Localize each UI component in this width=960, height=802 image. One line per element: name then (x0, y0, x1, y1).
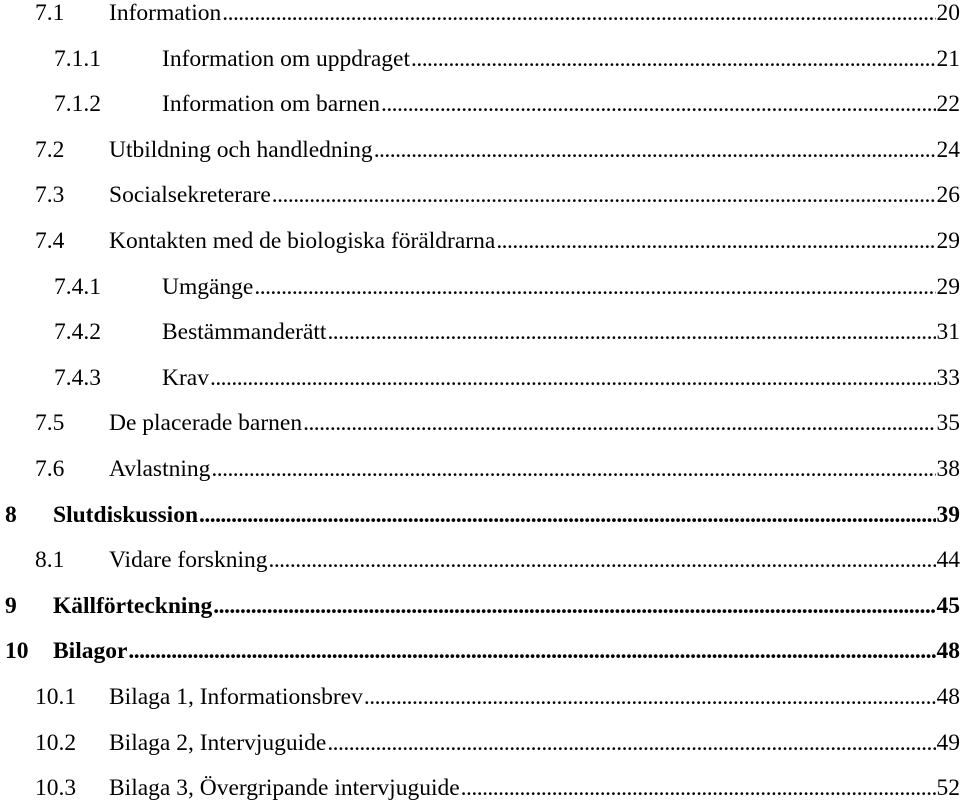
toc-dot-leader (461, 775, 936, 802)
toc-dot-leader (199, 502, 935, 529)
toc-entry[interactable] (35, 0, 960, 30)
toc-entry-page-number: 48 (936, 638, 960, 665)
toc-dot-leader (128, 638, 935, 665)
toc-entry-number: 10 (5, 638, 29, 665)
toc-entry-page-number: 38 (936, 456, 960, 482)
toc-entry-number: 7.2 (35, 136, 65, 163)
toc-dot-leader (381, 91, 936, 118)
toc-dot-leader (268, 547, 935, 574)
toc-entry[interactable] (54, 46, 960, 76)
toc-entry-title: Avlastning (109, 456, 211, 482)
toc-entry-number: 7.4.2 (54, 319, 101, 346)
toc-entry-title: Källförteckning (53, 592, 213, 619)
toc-entry-number: 7.1 (35, 0, 65, 26)
toc-dot-leader (210, 365, 936, 392)
toc-entry-page-number: 35 (936, 410, 960, 437)
toc-entry[interactable] (35, 547, 960, 577)
toc-entry-page-number: 52 (936, 775, 960, 802)
toc-entry-title: Bilaga 2, Intervjuguide (109, 729, 327, 756)
toc-entry-number: 7.4.3 (54, 364, 101, 391)
toc-entry-number: 7.6 (35, 456, 65, 482)
toc-entry-title: Information (109, 0, 222, 26)
toc-dot-leader (303, 410, 935, 437)
toc-dot-leader (364, 684, 936, 711)
toc-dot-leader (496, 228, 935, 255)
toc-entry-number: 7.4 (35, 228, 65, 254)
toc-entry-title: Kontakten med de biologiska föräldrarna (109, 228, 496, 254)
toc-entry-number: 10.1 (35, 684, 77, 710)
toc-entry[interactable] (54, 319, 960, 349)
toc-entry-page-number: 29 (936, 228, 960, 254)
toc-entry-page-number: 33 (936, 364, 960, 391)
toc-entry-page-number: 49 (936, 729, 960, 756)
toc-entry-number: 10.3 (35, 775, 77, 802)
toc-entry-title: Slutdiskussion (53, 501, 199, 528)
toc-dot-leader (327, 319, 935, 346)
toc-entry-page-number: 39 (936, 501, 960, 528)
toc-entry-number: 8.1 (35, 547, 65, 574)
toc-entry-number: 7.1.2 (54, 91, 101, 118)
toc-entry[interactable] (35, 730, 960, 760)
toc-dot-leader (211, 456, 935, 483)
toc-entry[interactable] (54, 274, 960, 304)
toc-entry[interactable] (54, 365, 960, 395)
toc-entry-title: Utbildning och handledning (109, 136, 373, 163)
toc-entry[interactable] (35, 456, 960, 486)
toc-entry-number: 7.5 (35, 410, 65, 437)
toc-entry-page-number: 26 (936, 182, 960, 209)
toc-entry-page-number: 31 (936, 319, 960, 346)
toc-entry-title: De placerade barnen (109, 410, 303, 437)
toc-entry[interactable] (5, 593, 960, 623)
toc-entry-page-number: 45 (936, 592, 960, 619)
toc-entry-title: Bestämmanderätt (162, 319, 327, 346)
toc-entry-title: Bilaga 3, Övergripande intervjuguide (109, 775, 460, 802)
toc-entry[interactable] (54, 91, 960, 121)
toc-dot-leader (222, 0, 935, 27)
toc-dot-leader (327, 730, 935, 757)
toc-dot-leader (254, 274, 935, 301)
toc-entry-number: 7.1.1 (54, 45, 101, 72)
toc-entry-number: 10.2 (35, 729, 77, 756)
toc-entry-page-number: 24 (936, 136, 960, 163)
toc-entry[interactable] (35, 684, 960, 714)
toc-entry-page-number: 21 (936, 45, 960, 72)
toc-dot-leader (272, 182, 936, 209)
toc-entry-page-number: 29 (936, 273, 960, 300)
toc-entry-number: 8 (5, 501, 17, 528)
toc-dot-leader (213, 593, 935, 620)
toc-entry-title: Vidare forskning (109, 547, 268, 574)
toc-entry-page-number: 20 (936, 0, 960, 26)
toc-entry-number: 9 (5, 592, 17, 619)
toc-entry-page-number: 22 (936, 91, 960, 118)
toc-dot-leader (374, 137, 936, 164)
toc-entry-title: Bilaga 1, Informationsbrev (109, 684, 363, 710)
toc-entry-number: 7.3 (35, 182, 65, 209)
toc-dot-leader (411, 46, 936, 73)
toc-entry-page-number: 48 (936, 684, 960, 710)
toc-entry-page-number: 44 (936, 547, 960, 574)
toc-entry-title: Bilagor (53, 638, 128, 665)
toc-entry[interactable] (5, 638, 960, 668)
toc-entry-title: Socialsekreterare (109, 182, 271, 209)
toc-entry[interactable] (5, 502, 960, 532)
toc-entry[interactable] (35, 410, 960, 440)
toc-entry-title: Information om barnen (162, 91, 380, 118)
toc-entry[interactable] (35, 228, 960, 258)
toc-entry-title: Umgänge (162, 273, 254, 300)
toc-entry-title: Krav (162, 364, 209, 391)
toc-entry[interactable] (35, 775, 960, 802)
toc-entry[interactable] (35, 137, 960, 167)
toc-entry-title: Information om uppdraget (162, 45, 410, 72)
toc-entry[interactable] (35, 182, 960, 212)
toc-entry-number: 7.4.1 (54, 273, 101, 300)
